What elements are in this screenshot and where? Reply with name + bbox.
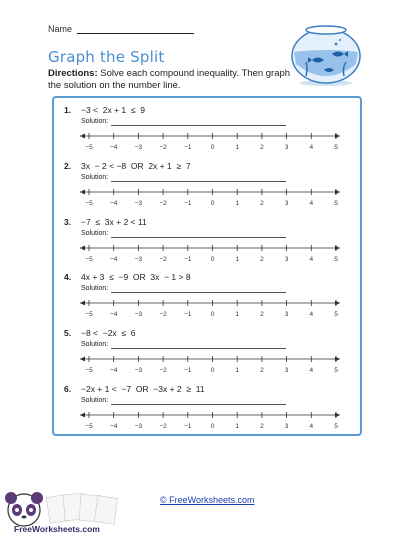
tick-label: 4 [309,199,314,207]
solution-answer-line[interactable] [111,404,286,405]
arrow-left-icon [80,134,85,139]
freeworksheets-logo [4,490,144,536]
problem-5 [54,328,364,382]
tick-label: 5 [334,144,338,151]
solution-label: Solution: [81,118,109,125]
tick-label: −3 [134,255,143,263]
problem-number: 1. [64,105,72,115]
problem-number: 5. [64,328,72,339]
tick-label: 4 [309,367,314,375]
problem-inequality: −7 ≤ 3x + 2 < 11 [81,216,147,227]
tick-label: 5 [334,423,338,430]
arrow-left-icon [80,245,85,250]
tick-label: 2 [260,311,264,319]
directions [48,68,300,92]
tick-label: 1 [235,311,240,319]
tick-label: −5 [85,144,93,151]
tick-label: −3 [134,423,143,430]
tick-label: 0 [210,144,215,151]
tick-label: −5 [85,255,93,263]
tick-label: 1 [235,255,240,263]
problem-inequality: 4x + 3 ≤ −9 OR 3x − 1 > 8 [81,272,191,283]
name-row [48,24,72,34]
logo-text: FreeWorksheets.com [14,524,100,534]
tick-label: −1 [184,255,192,263]
solution-answer-line[interactable] [111,125,286,126]
tick-label: −1 [184,144,192,151]
problem-number: 6. [64,384,72,394]
tick-label: −5 [85,367,93,375]
solution-label: Solution: [81,285,109,293]
number-line[interactable] [74,409,346,431]
tick-label: 0 [210,255,215,263]
problem-inequality: 3x − 2 < −8 OR 2x + 1 ≥ 7 [81,160,191,171]
number-line[interactable] [74,297,346,319]
tick-label: −3 [134,199,143,207]
problem-inequality: −8 < −2x ≤ 6 [81,328,136,339]
tick-label: 3 [284,255,289,263]
solution-label: Solution: [81,173,109,181]
tick-label: 5 [334,199,338,207]
tick-label: 2 [260,367,264,375]
solution-label: Solution: [81,341,109,349]
fishbowl-icon [284,18,368,86]
tick-label: −4 [109,311,118,319]
tick-label: 2 [260,144,264,151]
problem-2 [54,161,364,215]
problems-box [52,96,362,436]
solution-label: Solution: [81,229,109,237]
tick-label: −1 [184,199,192,207]
problem-3 [54,217,364,271]
tick-label: −5 [85,423,93,430]
solution-answer-line[interactable] [111,292,286,293]
tick-label: 0 [210,367,215,375]
name-line [77,33,194,34]
number-line[interactable] [74,242,346,264]
solution-label: Solution: [81,397,109,404]
solution-answer-line[interactable] [111,181,286,182]
tick-label: 4 [309,144,314,151]
tick-label: 2 [260,255,264,263]
tick-label: 0 [210,311,215,319]
problem-number: 4. [64,272,72,283]
solution-answer-line[interactable] [111,348,286,349]
tick-label: 4 [309,311,314,319]
tick-label: 1 [235,144,240,151]
tick-label: 3 [284,199,289,207]
tick-label: −4 [109,367,118,375]
arrow-left-icon [80,357,85,362]
tick-label: −2 [159,367,167,375]
tick-label: 2 [260,199,264,207]
tick-label: −2 [159,311,167,319]
tick-label: −4 [109,423,118,430]
tick-label: −1 [184,311,192,319]
tick-label: −5 [85,199,93,207]
name-label: Name [48,24,73,34]
tick-label: −2 [159,199,167,207]
tick-label: 5 [334,255,338,263]
tick-label: 1 [235,367,240,375]
tick-label: −4 [109,199,118,207]
problem-number: 3. [64,216,72,227]
tick-label: −3 [134,144,143,151]
tick-label: 0 [210,423,215,430]
number-line[interactable] [74,130,346,152]
tick-label: 3 [284,144,289,151]
footer-link[interactable]: © FreeWorksheets.com [160,495,255,505]
problem-4 [54,272,364,326]
tick-label: 4 [309,255,314,263]
directions-text: Solve each compound inequality. Then graph the solution on the number line. [48,68,291,91]
tick-label: 5 [334,367,338,375]
directions-label: Directions: [48,68,98,79]
tick-label: 1 [235,423,240,430]
tick-label: −5 [85,311,93,319]
tick-label: −4 [109,255,118,263]
tick-label: −3 [134,311,143,319]
tick-label: −1 [184,423,192,430]
problem-number: 2. [64,160,72,171]
tick-label: −1 [184,367,192,375]
tick-label: 3 [284,367,289,375]
tick-label: −2 [159,255,167,263]
problem-1 [54,105,364,159]
tick-label: −2 [159,423,167,430]
arrow-left-icon [80,413,85,418]
tick-label: 5 [334,311,338,319]
tick-label: 1 [235,199,240,207]
tick-label: −4 [109,144,118,151]
problem-6 [54,384,364,438]
tick-label: −3 [134,367,143,375]
arrow-left-icon [80,301,85,306]
problem-inequality: −2x + 1 < −7 OR −3x + 2 ≥ 11 [81,384,205,394]
tick-label: −2 [159,144,167,151]
number-line[interactable] [74,353,346,375]
tick-label: 3 [284,423,289,430]
page-title: Graph the Split [48,48,165,66]
tick-label: 2 [260,423,264,430]
tick-label: 0 [210,199,215,207]
tick-label: 3 [284,311,289,319]
arrow-left-icon [80,189,85,194]
problem-inequality: −3 < 2x + 1 ≤ 9 [81,105,145,115]
solution-answer-line[interactable] [111,237,286,238]
tick-label: 4 [309,423,314,430]
number-line[interactable] [74,186,346,208]
